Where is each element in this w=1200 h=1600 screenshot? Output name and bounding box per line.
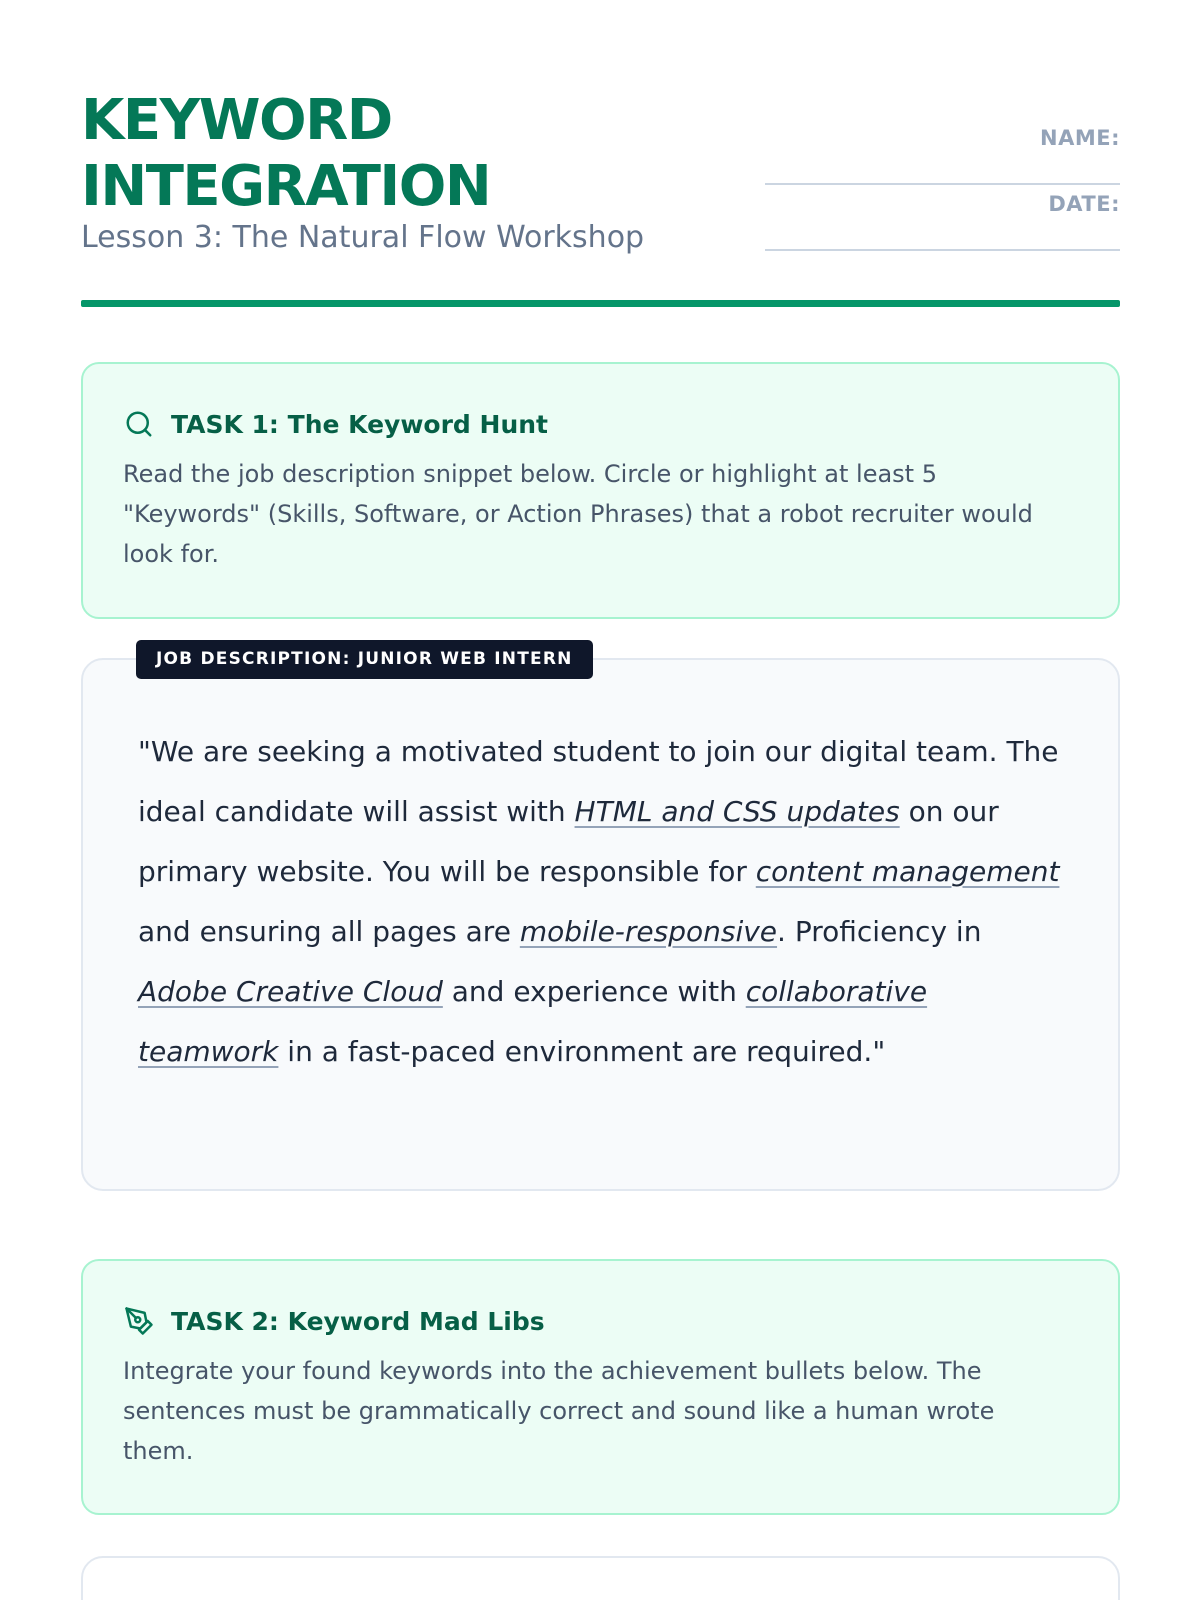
keyword-highlight: mobile-responsive [519,915,778,948]
date-write-line[interactable] [765,249,1120,251]
search-icon [123,408,155,440]
task-2-box [81,1259,1120,1515]
job-description-badge: JOB DESCRIPTION: JUNIOR WEB INTERN [136,640,593,679]
job-description-text [138,722,1068,1082]
job-text-segment: on our primary website. You will be responsible for [138,795,999,888]
keyword-highlight: HTML and CSS updates [574,795,900,828]
job-text-segment: . Proficiency in [777,915,982,948]
job-description-card [81,658,1120,1191]
page-title [81,88,490,220]
job-text-segment: in a fast-paced environment are required." [278,1035,886,1068]
student-info-fields [765,126,1120,258]
keyword-highlight: content management [755,855,1060,888]
keyword-highlight: Adobe Creative Cloud [138,975,443,1008]
job-text-segment: and ensuring all pages are [138,915,520,948]
name-field[interactable] [765,126,1120,192]
task-2-description: Integrate your found keywords into the achievement bullets below. The sentences must be grammatically correct and sound like a human wrote them. [123,1357,995,1465]
title-line-1: KEYWORD [81,88,392,153]
task-2-heading [123,1303,1078,1339]
task-1-title: TASK 1: The Keyword Hunt [171,409,549,439]
header-divider [81,300,1120,307]
job-text-segment: and experience with [442,975,746,1008]
pen-tool-icon [123,1305,155,1337]
date-field[interactable] [765,192,1120,258]
task-1-description: Read the job description snippet below. Circle or highlight at least 5 "Keywords" (Skills, Software, or Action Phrases) that a robot recruiter would look for. [123,460,1033,568]
title-line-2: INTEGRATION [81,154,491,219]
lesson-subtitle: Lesson 3: The Natural Flow Workshop [81,220,645,255]
date-label: DATE: [1048,192,1120,216]
task-1-heading [123,406,1078,442]
job-text-segment: "We are seeking a motivated student to join our digital team. The ideal candidate will assist with [138,735,1059,828]
name-label: NAME: [1040,126,1120,150]
name-write-line[interactable] [765,183,1120,185]
task-2-title: TASK 2: Keyword Mad Libs [171,1306,545,1336]
worksheet-header [81,88,1120,278]
task-1-box [81,362,1120,619]
achievement-bullets-card [81,1556,1120,1600]
keyword-highlight: collaborative teamwork [138,975,928,1068]
